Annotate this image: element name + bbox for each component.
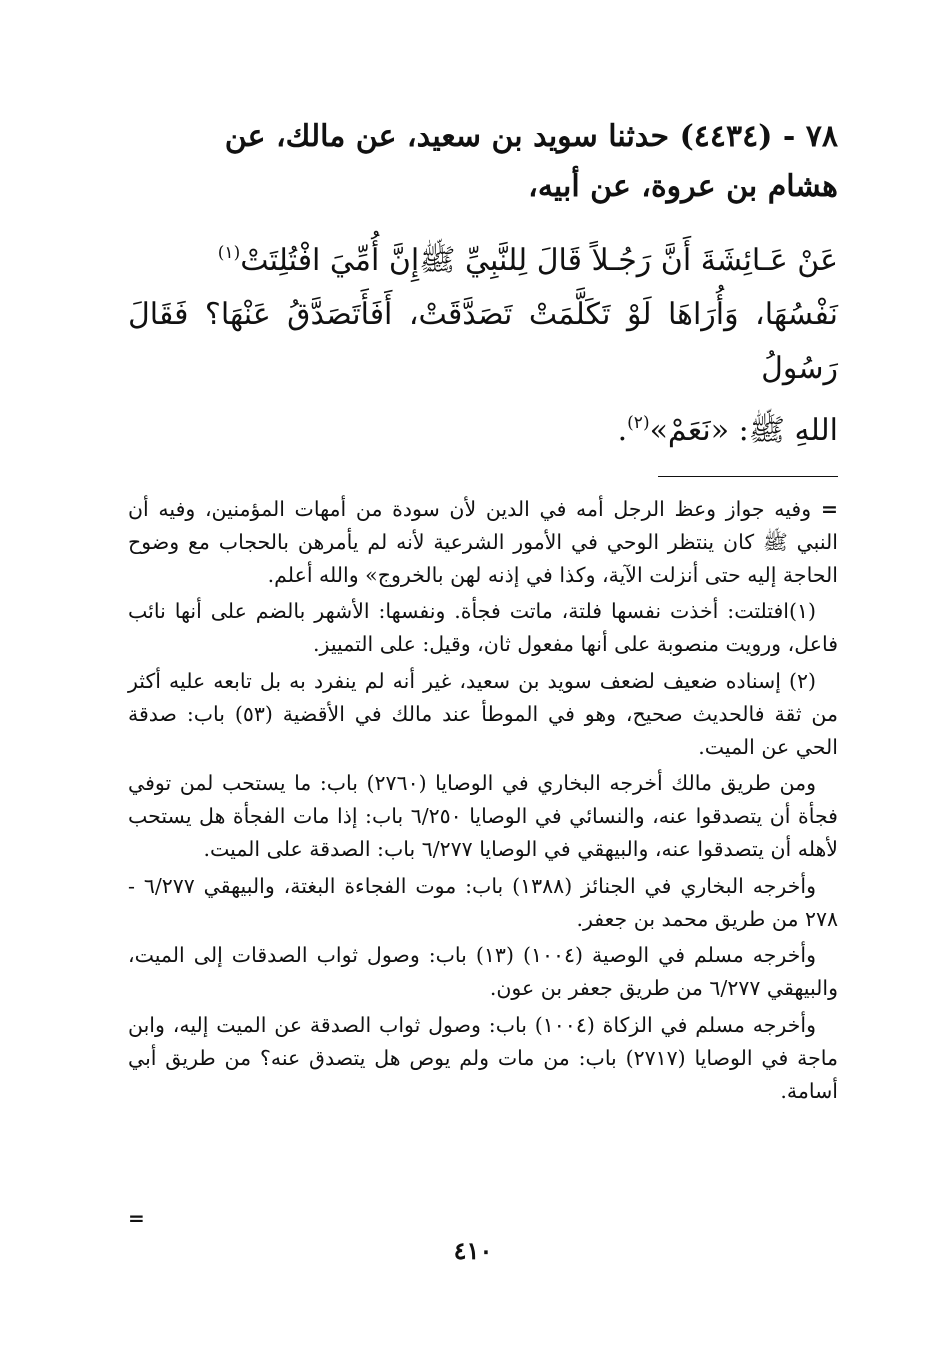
page-number: ٤١٠ (453, 1236, 493, 1265)
hadith-matn (128, 226, 838, 458)
footnote-ref-2: (٢) (627, 413, 650, 433)
continuation-mark: = (820, 497, 838, 521)
hadith-matn-line-2: نَفْسُهَا، وَأُرَاهَا لَوْ تَكَلَّمَتْ تَصَدَّقَتْ، أَفَأَتَصَدَّقُ عَنْهَا؟ فَقَالَ رَسُولُ (128, 297, 838, 386)
hadith-number: ٧٨ - (٤٤٣٤) (679, 119, 838, 154)
page-body (128, 112, 838, 1111)
footnote-2-paragraph-5: وأخرجه مسلم في الزكاة (١٠٠٤) باب: وصول ثواب الصدقة عن الميت إليه، وابن ماجة في الوصايا (٢٧١٧) باب: من مات ولم يوص هل يتصدق عنه؟ من طريق أبي أسامة. (128, 1012, 839, 1103)
footnote-continuation (128, 493, 838, 591)
footnote-divider (658, 476, 838, 477)
footnote-2-paragraph-4: وأخرجه مسلم في الوصية (١٠٠٤) (١٣) باب: وصول ثواب الصدقات إلى الميت، والبيهقي ٦/٢٧٧ من طريق جعفر بن عون. (128, 943, 838, 1001)
footnote-continuation-text: وفيه جواز وعظ الرجل أمه في الدين لأن سودة من أمهات المؤمنين، وفيه أن النبي ﷺ كان ينتظر الوحي في الأمور الشرعية لأنه لم يأمرهن بالحجاب مع وضوح الحاجة إليه حتى أنزلت الآية، وكذا في إذنه لهن بالخروج» والله أعلم. (128, 497, 838, 587)
footnote-ref-1: (١) (217, 243, 241, 263)
hadith-heading (128, 112, 838, 212)
footnote-1: (١)افتلتت: أخذت نفسها فلتة، ماتت فجأة. ونفسها: الأشهر بالضم على أنها نائب فاعل، ورويت منصوبة على أنها مفعول ثان، وقيل: على التمييز. (128, 599, 838, 657)
hadith-chain-part-1: حدثنا سويد بن سعيد، عن مالك، عن (224, 119, 670, 154)
hadith-chain-part-2: هشام بن عروة، عن أبيه، (528, 169, 838, 204)
hadith-matn-end: . (617, 413, 628, 448)
hadith-matn-text-1: عَنْ عَـائِشَةَ أَنَّ رَجُـلاً قَالَ لِلنَّبِيِّ ﷺإِنَّ أُمِّيَ افْتُلِتَتْ (240, 243, 838, 278)
footnote-2-paragraph-3: وأخرجه البخاري في الجنائز (١٣٨٨) باب: موت الفجاءة البغتة، والبيهقي ٦/٢٧٧ - ٢٧٨ من طريق محمد بن جعفر. (128, 873, 838, 931)
hadith-matn-line-3 (128, 396, 838, 458)
footnote-2-paragraph-2: ومن طريق مالك أخرجه البخاري في الوصايا (٢٧٦٠) باب: ما يستحب لمن توفي فجأة أن يتصدقوا عنه، والنسائي في الوصايا ٦/٢٥٠ باب: إذا مات الفجأة هل يستحب لأهله أن يتصدقوا عنه، والبيهقي في الوصايا ٦/٢٧٧ باب: الصدقة على الميت. (128, 771, 838, 861)
footnote-2: (٢) إسناده ضعيف لضعف سويد بن سعيد، غير أنه لم ينفرد به بل تابعه عليه أكثر من ثقة فالحديث صحيح، وهو في الموطأ عند مالك في الأقضية (٥٣) باب: صدقة الحي عن الميت. (128, 668, 838, 759)
continuation-end-mark: = (128, 1206, 145, 1230)
hadith-matn-line-1 (128, 226, 838, 288)
hadith-heading-line-1 (128, 112, 838, 162)
footnotes (128, 493, 838, 1107)
hadith-matn-text-3: اللهِ ﷺ: «نَعَمْ» (649, 413, 838, 448)
